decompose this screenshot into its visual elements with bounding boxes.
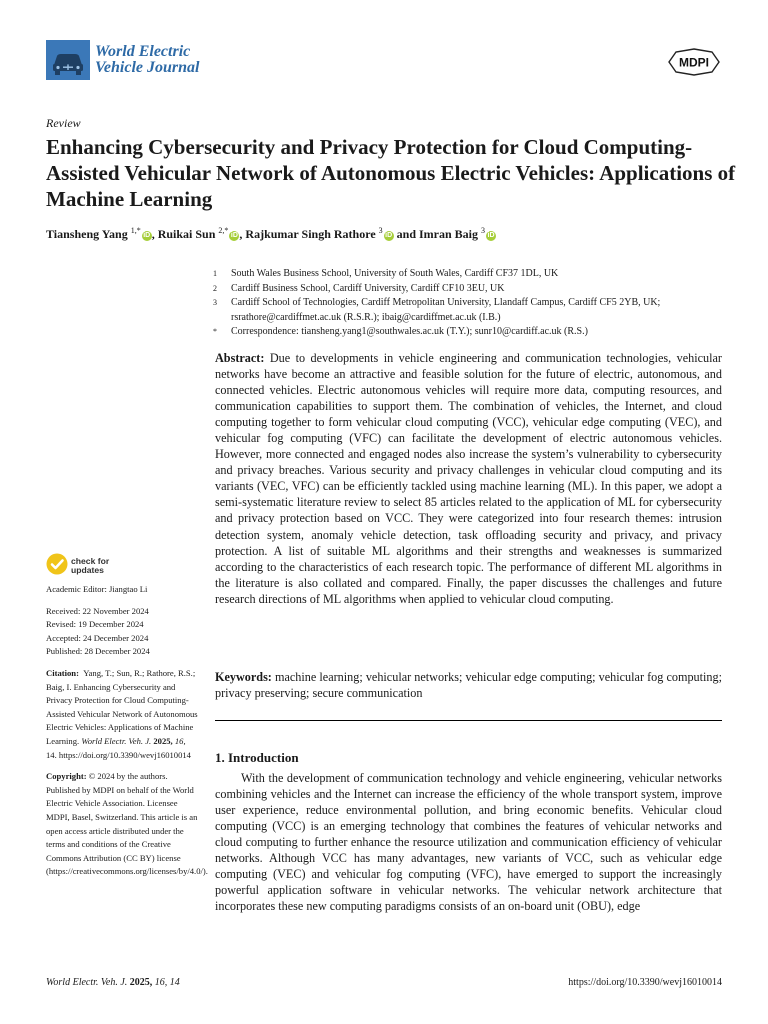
citation-journal: World Electr. Veh. J. [81, 735, 152, 746]
copyright-label: Copyright: [46, 771, 87, 782]
article-title: Enhancing Cybersecurity and Privacy Protection for Cloud Computing-Assisted Vehicular Network of Autonomous Electric Vehicles: Applications of Machine Learning [46, 135, 736, 211]
journal-name[interactable] [95, 44, 199, 76]
footer-citation [46, 977, 180, 988]
orcid-icon[interactable]: iD [487, 232, 495, 239]
copyright-block [46, 770, 208, 879]
affiliation-mark: * [213, 327, 217, 337]
affiliations [213, 267, 733, 340]
author-name: Tiansheng Yang [46, 227, 128, 241]
mdpi-logo-text: MDPI [679, 55, 709, 70]
affiliation-mark: 3 [213, 298, 217, 308]
check-for-updates-button[interactable] [46, 554, 126, 578]
keywords-text: machine learning; vehicular networks; vehicular edge computing; vehicular fog computing; privacy preserving; secure communication [215, 670, 722, 701]
abstract [215, 350, 722, 607]
received-date: Received: 22 November 2024 [46, 605, 149, 616]
affiliation-text: Cardiff Business School, Cardiff University, Cardiff CF10 3EU, UK [231, 282, 505, 294]
author-affiliation-mark: 1,* [130, 226, 141, 235]
keywords [215, 669, 722, 701]
copyright-text: © 2024 by the authors. Published by MDPI on behalf of the World Electric Vehicle Association. Licensee MDPI, Basel, Switzerland. This article is an open access article distributed under the terms and conditions of the Creative Commons Attribution (CC BY) license (https://creativecommons.org/licenses/by/4.0/). [46, 771, 208, 877]
affiliation-text: Cardiff School of Technologies, Cardiff Metropolitan University, Llandaff Campus, Cardiff CF5 2YB, UK; rsrathore@cardiffmet.ac.uk (R.S.R.); ibaig@cardiffmet.ac.uk (I.B.) [231, 297, 661, 323]
citation-volume: 16, [174, 735, 186, 746]
author-separator: , [239, 227, 246, 241]
footer-volume: 16, 14 [154, 977, 180, 988]
orcid-icon[interactable]: iD [143, 232, 151, 239]
citation-year: 2025, [153, 735, 173, 746]
check-updates-line2: updates [71, 565, 104, 575]
author-affiliation-mark: 2,* [218, 226, 229, 235]
affiliation-item [213, 296, 733, 325]
check-updates-icon [46, 553, 68, 580]
accepted-date: Accepted: 24 December 2024 [46, 632, 149, 643]
citation-block [46, 667, 198, 762]
affiliation-mark: 1 [213, 269, 217, 278]
check-updates-line1: check for [71, 556, 110, 566]
author-affiliation-mark: 3 [378, 226, 383, 235]
affiliation-text: South Wales Business School, University of South Wales, Cardiff CF37 1DL, UK [231, 268, 559, 279]
orcid-icon[interactable]: iD [230, 232, 238, 239]
author-separator: and [393, 227, 420, 241]
author-name: Rajkumar Singh Rathore [245, 227, 376, 241]
author-name: Ruikai Sun [157, 227, 216, 241]
affiliation-mark: 2 [213, 283, 217, 293]
academic-editor: Academic Editor: Jiangtao Li [46, 584, 148, 594]
revised-date: Revised: 19 December 2024 [46, 619, 144, 630]
section-divider [215, 720, 722, 721]
affiliation-item [213, 325, 733, 340]
article-type: Review [46, 116, 81, 130]
author-affiliation-mark: 3 [481, 226, 486, 235]
footer-doi-link[interactable]: https://doi.org/10.3390/wevj16010014 [568, 977, 722, 988]
affiliation-text: Correspondence: tiansheng.yang1@southwales.ac.uk (T.Y.); sunr10@cardiff.ac.uk (R.S.) [231, 326, 588, 338]
keywords-label: Keywords: [215, 670, 272, 684]
section-heading: 1. Introduction [215, 750, 299, 765]
published-date: Published: 28 December 2024 [46, 646, 150, 657]
footer-journal: World Electr. Veh. J. [46, 977, 128, 988]
article-info-sidebar [46, 583, 208, 887]
citation-text: Yang, T.; Sun, R.; Rathore, R.S.; Baig, I. Enhancing Cybersecurity and Privacy Protection for Cloud Computing-Assisted Vehicular Network of Autonomous Electric Vehicles: Applications of Machine Learning. [46, 667, 198, 746]
journal-name-line1: World Electric [95, 43, 191, 60]
orcid-icon[interactable]: iD [385, 232, 393, 239]
author-list [46, 226, 496, 242]
abstract-label: Abstract: [215, 351, 265, 365]
affiliation-item [213, 282, 733, 297]
abstract-text: Due to developments in vehicle engineering and communication technologies, vehicular networks have become an attractive and feasible solution for the future of electric, autonomous, and connected vehicles. Electric autonomous vehicles will require more data, computing resources, and communication capabilities to support them. The combination of vehicles, the Internet, and cloud computing together to form vehicular cloud computing (VCC), vehicular edge computing (VEC), and vehicular fog computing (VFC) can facilitate the development of electric autonomous vehicles. However, more connected and engaged nodes also increase the system’s vulnerability to cybersecurity and privacy breaches. Various security and privacy challenges in vehicular cloud computing and its variants (VEC, VFC) can be efficiently tackled using machine learning (ML). In this paper, we adopt a semi-systematic literature review to select 85 articles related to the application of ML for cybersecurity and privacy protection based on VCC. They were categorized into four research themes: intrusion detection system, anomaly vehicle detection, task offloading security and privacy, and privacy protection. A list of suitable ML algorithms and their strengths and weaknesses is summarized according to the characteristics of each research topic. The performance of different ML algorithms in the literature is also collated and compared. Finally, the paper discusses the challenges and future research directions of ML algorithms when applied to vehicular cloud computing. [215, 351, 722, 606]
intro-paragraph: With the development of communication technology and vehicle engineering, vehicular networks combining vehicles and the Internet can increase the efficiency of the whole transport system, improve user experience, reduce environmental pollution, and bring economic benefits. Vehicular cloud computing (VCC) is an emerging technology that combines the features of vehicular networks and cloud computing to further enhance the resource utilization and communication efficiency of vehicular networks. Although VCC has many advantages, new variants of VCC, such as vehicular edge computing (VEC) and vehicular fog computing (VFC), have emerged to support the increasingly powerful application software in vehicular networks. The vehicular network architecture that incorporates these new computing paradigms consists of an on-board unit (OBU), edge [215, 771, 722, 914]
journal-name-line2: Vehicle Journal [95, 59, 200, 76]
journal-logo-icon [46, 40, 90, 80]
mdpi-logo[interactable] [668, 48, 720, 76]
author-separator: , [151, 227, 158, 241]
affiliation-item [213, 267, 733, 282]
footer-year: 2025, [129, 977, 153, 988]
citation-label: Citation: [46, 667, 79, 678]
citation-doi[interactable]: 14. https://doi.org/10.3390/wevj16010014 [46, 749, 191, 760]
author-name: Imran Baig [419, 227, 479, 241]
